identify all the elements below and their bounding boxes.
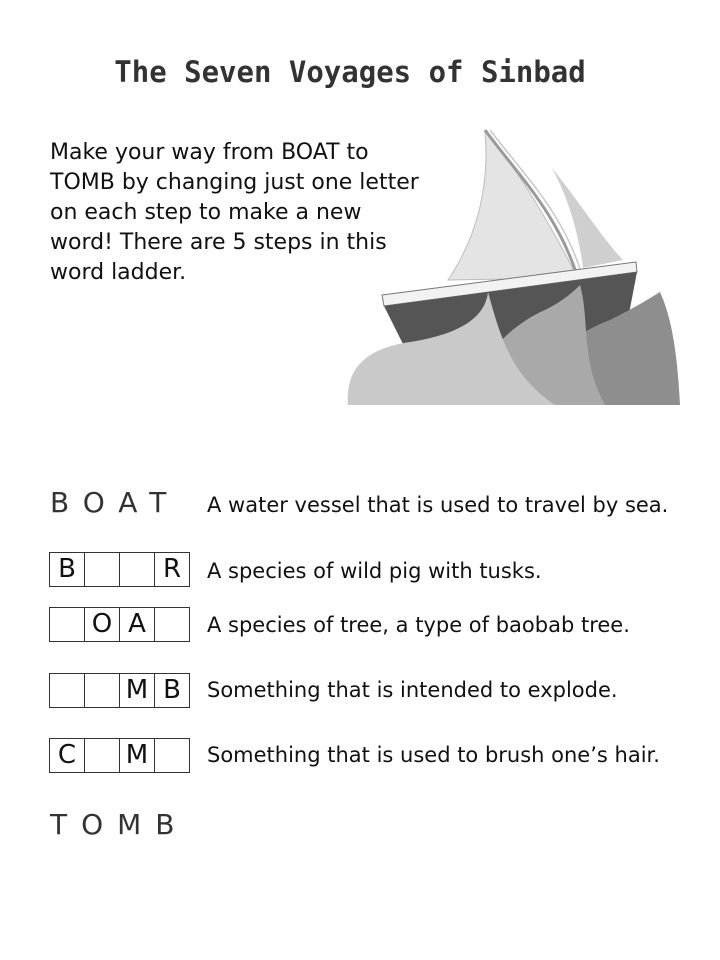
sailboat-on-waves-illustration [340, 120, 685, 405]
instructions: Make your way from BOAT to TOMB by changing just one letter on each step to make a new word! There are 5 steps in this word ladder. [50, 140, 419, 285]
letter-box[interactable] [85, 674, 120, 707]
letter-box[interactable] [155, 608, 189, 641]
end-word: TOMB [50, 808, 189, 841]
rung-3-clue: Something that is intended to explode. [207, 678, 618, 702]
letter-box[interactable] [155, 739, 189, 772]
letter-box[interactable]: B [50, 553, 85, 586]
ladder-rung-1[interactable] [49, 552, 190, 587]
letter-box[interactable] [85, 739, 120, 772]
ladder-rung-3[interactable] [49, 673, 190, 708]
letter-box[interactable] [120, 553, 155, 586]
letter-box[interactable]: A [120, 608, 155, 641]
rung-2-clue: A species of tree, a type of baobab tree. [207, 613, 630, 637]
letter-box[interactable] [50, 674, 85, 707]
rung-4-clue: Something that is used to brush one’s hair. [207, 743, 660, 767]
letter-box[interactable]: M [120, 674, 155, 707]
letter-box[interactable]: O [85, 608, 120, 641]
page-title: The Seven Voyages of Sinbad [114, 55, 586, 89]
letter-box[interactable]: M [120, 739, 155, 772]
ladder-rung-2[interactable] [49, 607, 190, 642]
letter-box[interactable] [50, 608, 85, 641]
letter-box[interactable] [85, 553, 120, 586]
letter-box[interactable]: R [162, 554, 182, 584]
start-word: BOAT [50, 486, 181, 519]
ladder-rung-4[interactable] [49, 738, 190, 773]
start-word-clue: A water vessel that is used to travel by sea. [207, 493, 669, 517]
letter-box[interactable]: C [50, 739, 85, 772]
letter-box[interactable]: B [163, 675, 181, 705]
rung-1-clue: A species of wild pig with tusks. [207, 559, 542, 583]
